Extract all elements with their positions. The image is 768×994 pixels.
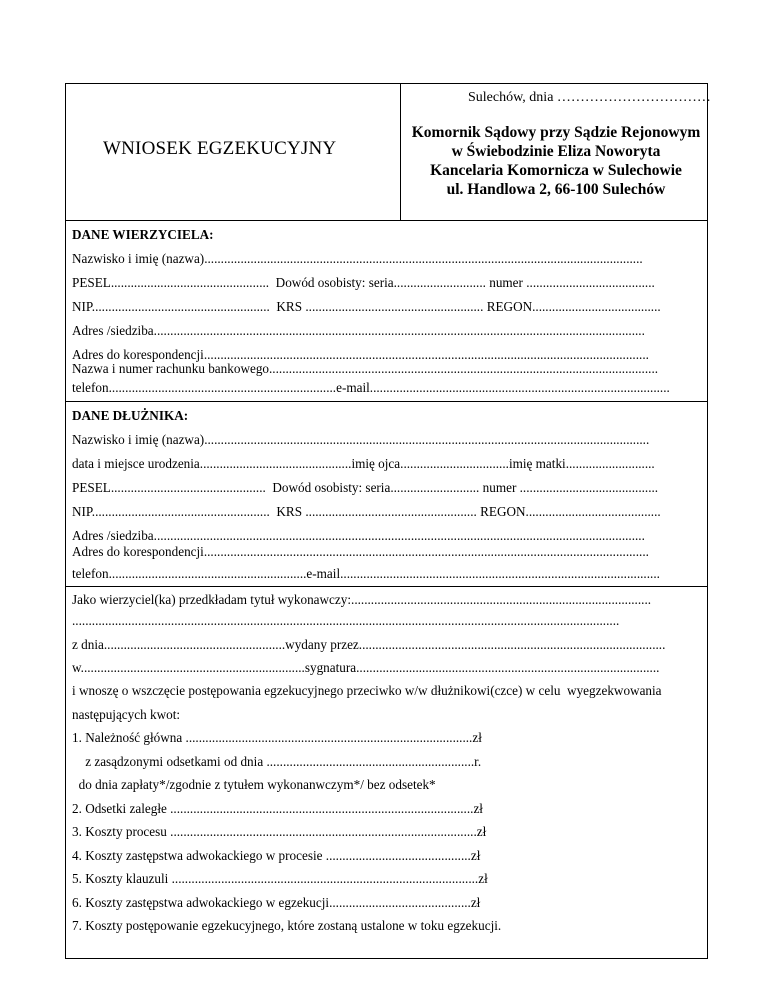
interest-until-options[interactable]: do dnia zapłaty*/zgodnie z tytułem wykonanwczym*/ bez odsetek*	[72, 777, 436, 792]
request-statement: i wnoszę o wszczęcie postępowania egzekucyjnego przeciwko w/w dłużnikowi(czce) w celu wyegzekwowania	[72, 683, 662, 698]
creditor-correspondence-field[interactable]: Adres do korespondencji.......................................................................................................................................	[72, 347, 649, 362]
form-title: WNIOSEK EGZEKUCYJNY	[103, 138, 337, 159]
office-line: w Świebodzinie Eliza Noworyta	[451, 143, 661, 160]
principal-amount-field[interactable]: 1. Należność główna .......................................................................................zł	[72, 730, 482, 745]
debtor-correspondence-field[interactable]: Adres do korespondencji.......................................................................................................................................	[72, 544, 649, 559]
debtor-phone-email-field[interactable]: telefon............................................................e-mail.................................................................................................	[72, 566, 660, 581]
creditor-address-field[interactable]: Adres /siedziba.....................................................................................................................................................	[72, 323, 645, 338]
issue-date-issuer-field[interactable]: z dnia.......................................................wydany przez.............................................................................................	[72, 637, 666, 652]
separator-debtor	[65, 586, 708, 587]
creditor-heading: DANE WIERZYCIELA:	[72, 227, 214, 242]
creditor-name-field[interactable]: Nazwisko i imię (nazwa).....................................................................................................................................	[72, 251, 643, 266]
court-signature-field[interactable]: w....................................................................sygnatura............................................................................................	[72, 660, 660, 675]
debtor-pesel-id-field[interactable]: PESEL............................................... Dowód osobisty: seria........................... numer ..........................................	[72, 480, 659, 495]
debtor-name-field[interactable]: Nazwisko i imię (nazwa).......................................................................................................................................	[72, 432, 650, 447]
clause-costs-field[interactable]: 5. Koszty klauzuli .............................................................................................zł	[72, 871, 488, 886]
place-date: Sulechów, dnia ……………………………	[468, 90, 711, 105]
debtor-nip-krs-regon-field[interactable]: NIP...................................................... KRS .................................................... REGON.........................................	[72, 504, 661, 519]
office-line: Komornik Sądowy przy Sądzie Rejonowym	[411, 124, 701, 141]
separator-header	[65, 220, 708, 221]
amounts-intro: następujących kwot:	[72, 707, 181, 722]
overdue-interest-field[interactable]: 2. Odsetki zaległe ............................................................................................zł	[72, 801, 483, 816]
enforcement-costs-note: 7. Koszty postępowanie egzekucyjnego, które zostaną ustalone w toku egzekucji.	[72, 918, 502, 933]
creditor-phone-email-field[interactable]: telefon.....................................................................e-mail...........................................................................................	[72, 380, 670, 395]
debtor-heading: DANE DŁUŻNIKA:	[72, 408, 189, 423]
enforcement-title-continued-field[interactable]: ......................................................................................................................................................................	[72, 613, 620, 628]
header-divider	[400, 83, 401, 220]
creditor-nip-krs-regon-field[interactable]: NIP...................................................... KRS ...................................................... REGON.......................................	[72, 299, 661, 314]
enforcement-title-field[interactable]: Jako wierzyciel(ka) przedkładam tytuł wykonawczy:...........................................................................................	[72, 592, 652, 607]
legal-representation-process-field[interactable]: 4. Koszty zastępstwa adwokackiego w procesie ............................................zł	[72, 848, 481, 863]
debtor-address-field[interactable]: Adres /siedziba.....................................................................................................................................................	[72, 528, 645, 543]
office-line: Kancelaria Komornicza w Sulechowie	[430, 162, 682, 179]
bailiff-office	[405, 123, 707, 199]
separator-creditor	[65, 401, 708, 402]
debtor-birth-parents-field[interactable]: data i miejsce urodzenia..............................................imię ojca.................................imię matki...........................	[72, 456, 655, 471]
process-costs-field[interactable]: 3. Koszty procesu .............................................................................................zł	[72, 824, 487, 839]
creditor-pesel-id-field[interactable]: PESEL................................................ Dowód osobisty: seria............................ numer .......................................	[72, 275, 655, 290]
interest-from-date-field[interactable]: z zasądzonymi odsetkami od dnia ...............................................................r.	[72, 754, 482, 769]
creditor-bank-account-field[interactable]: Nazwa i numer rachunku bankowego......................................................................................................................	[72, 361, 659, 376]
legal-representation-enforcement-field[interactable]: 6. Koszty zastępstwa adwokackiego w egzekucji...........................................zł	[72, 895, 481, 910]
office-line: ul. Handlowa 2, 66-100 Sulechów	[446, 181, 666, 198]
